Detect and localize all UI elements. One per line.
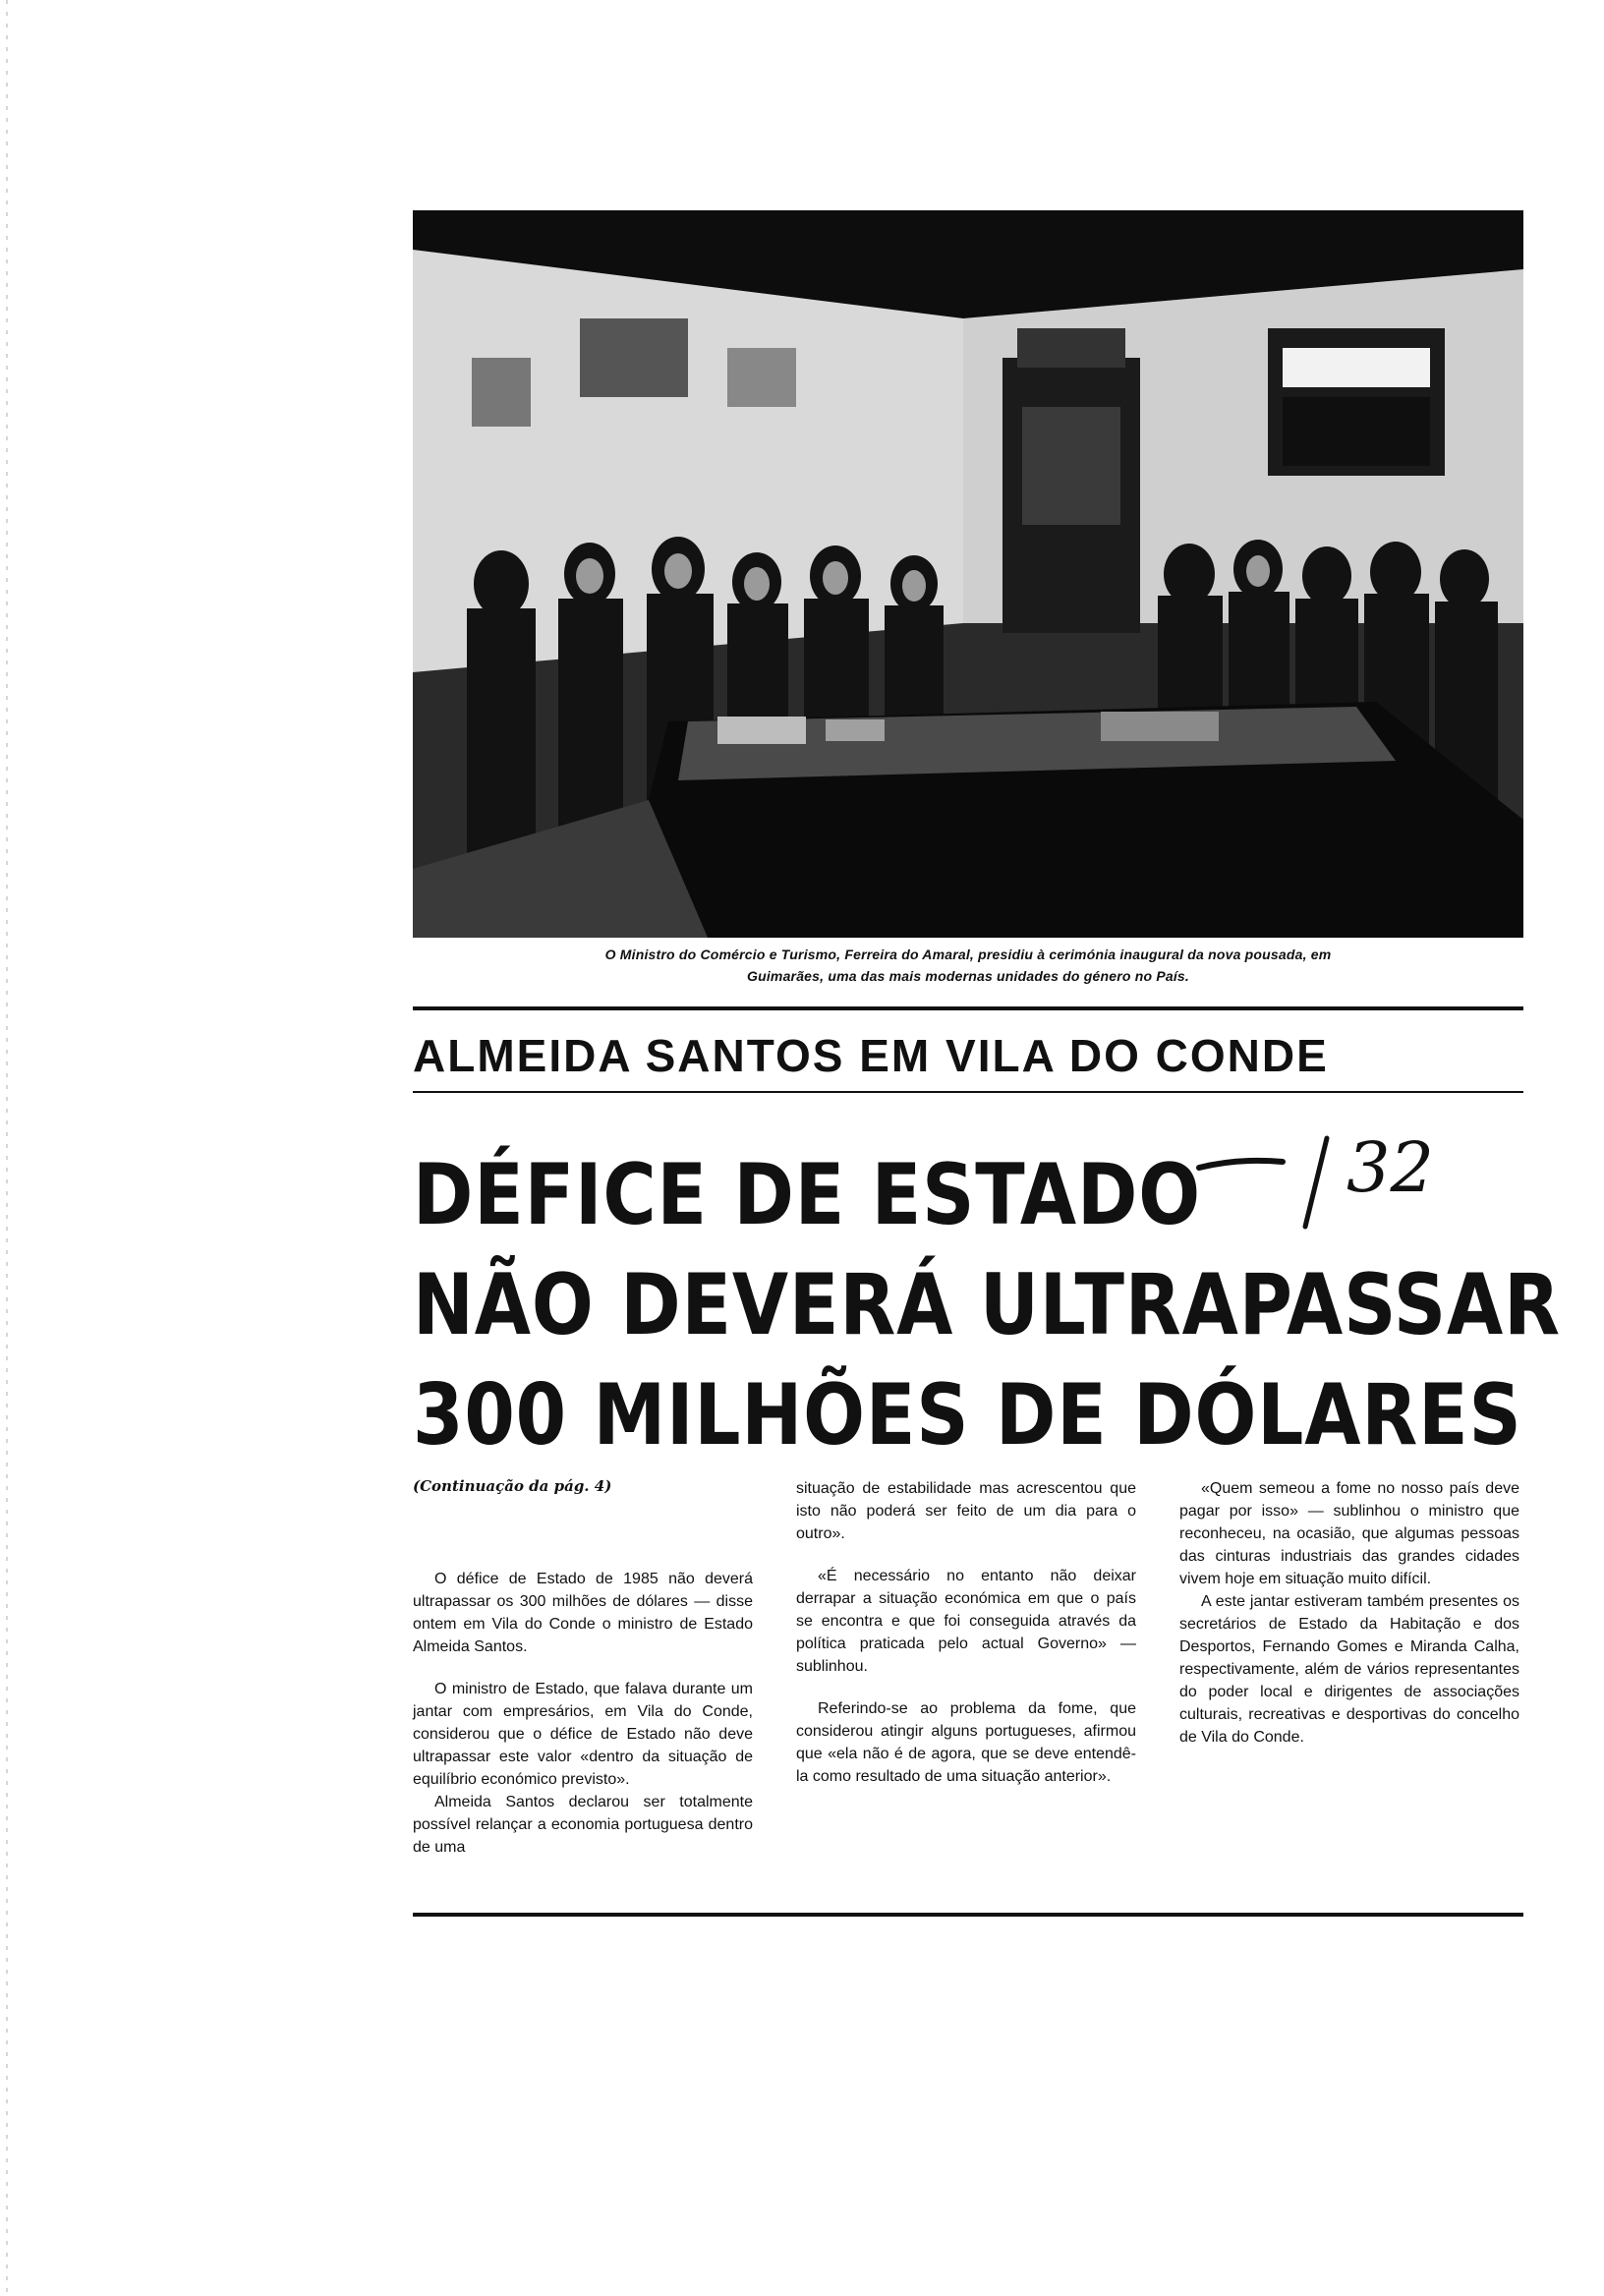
paragraph: Almeida Santos declarou ser totalmente possível relançar a economia portuguesa dentro de uma (413, 1794, 753, 1856)
article-column-2 (796, 1477, 1136, 1808)
newspaper-clipping (413, 206, 1561, 1926)
headline-line-1: DÉFICE DE ESTADO (413, 1146, 1201, 1244)
news-photo (413, 210, 1523, 938)
paragraph: O défice de Estado de 1985 não deverá ultrapassar os 300 milhões de dólares — disse ontem em Vila do Conde o ministro de Estado Almeida Santos. (413, 1571, 753, 1655)
kicker-rule (413, 1091, 1523, 1093)
caption-line-1: O Ministro do Comércio e Turismo, Ferreira do Amaral, presidiu à cerimónia inaugural da nova pousada, em (604, 947, 1332, 962)
paragraph: A este jantar estiveram também presentes os secretários de Estado da Habitação e dos Desportos, Fernando Gomes e Miranda Calha, respectivamente, além de vários representantes do poder local e dirigentes de associações culturais, recreativas e desportivas do concelho de Vila do Conde. (1179, 1593, 1519, 1746)
caption-line-2: Guimarães, uma das mais modernas unidades do género no País. (746, 968, 1190, 984)
handwritten-annotation (1189, 1128, 1504, 1236)
paragraph: Referindo-se ao problema da fome, que considerou atingir alguns portugueses, afirmou que «ela não é de agora, que se deve entendê-la como resultado de uma situação anterior». (796, 1700, 1136, 1785)
top-rule (413, 1006, 1523, 1010)
photo-caption (413, 944, 1523, 987)
paragraph: O ministro de Estado, que falava durante um jantar com empresários, em Vila do Conde, considerou que o défice de Estado não deve ultrapassar este valor «dentro da situação de equilíbrio económico previsto». (413, 1681, 753, 1788)
article-column-1 (413, 1568, 753, 1859)
continuation-note: (Continuação da pág. 4) (413, 1477, 612, 1495)
photo-ceremony-scene-icon (413, 210, 1523, 938)
handwritten-number: 32 (1346, 1127, 1435, 1208)
scan-edge-marks (6, 0, 8, 2296)
article-column-3 (1179, 1477, 1519, 1749)
bottom-rule (413, 1913, 1523, 1917)
paragraph: «É necessário no entanto não deixar derrapar a situação económica em que o país se encontra e que foi conseguida através da política praticada pelo actual Governo» — sublinhou. (796, 1568, 1136, 1675)
handwritten-stroke-icon (1189, 1128, 1346, 1236)
paragraph: situação de estabilidade mas acrescentou que isto não poderá ser feito de um dia para o outro». (796, 1480, 1136, 1542)
headline-line-2: NÃO DEVERÁ ULTRAPASSAR (413, 1256, 1561, 1354)
kicker-heading: ALMEIDA SANTOS EM VILA DO CONDE (413, 1030, 1329, 1081)
paragraph: «Quem semeou a fome no nosso país deve pagar por isso» — sublinhou o ministro que reconheceu, na ocasião, que algumas pessoas das cinturas industriais das grandes cidades vivem hoje em situação muito difícil. (1179, 1480, 1519, 1587)
headline-line-3: 300 MILHÕES DE DÓLARES (413, 1366, 1522, 1464)
